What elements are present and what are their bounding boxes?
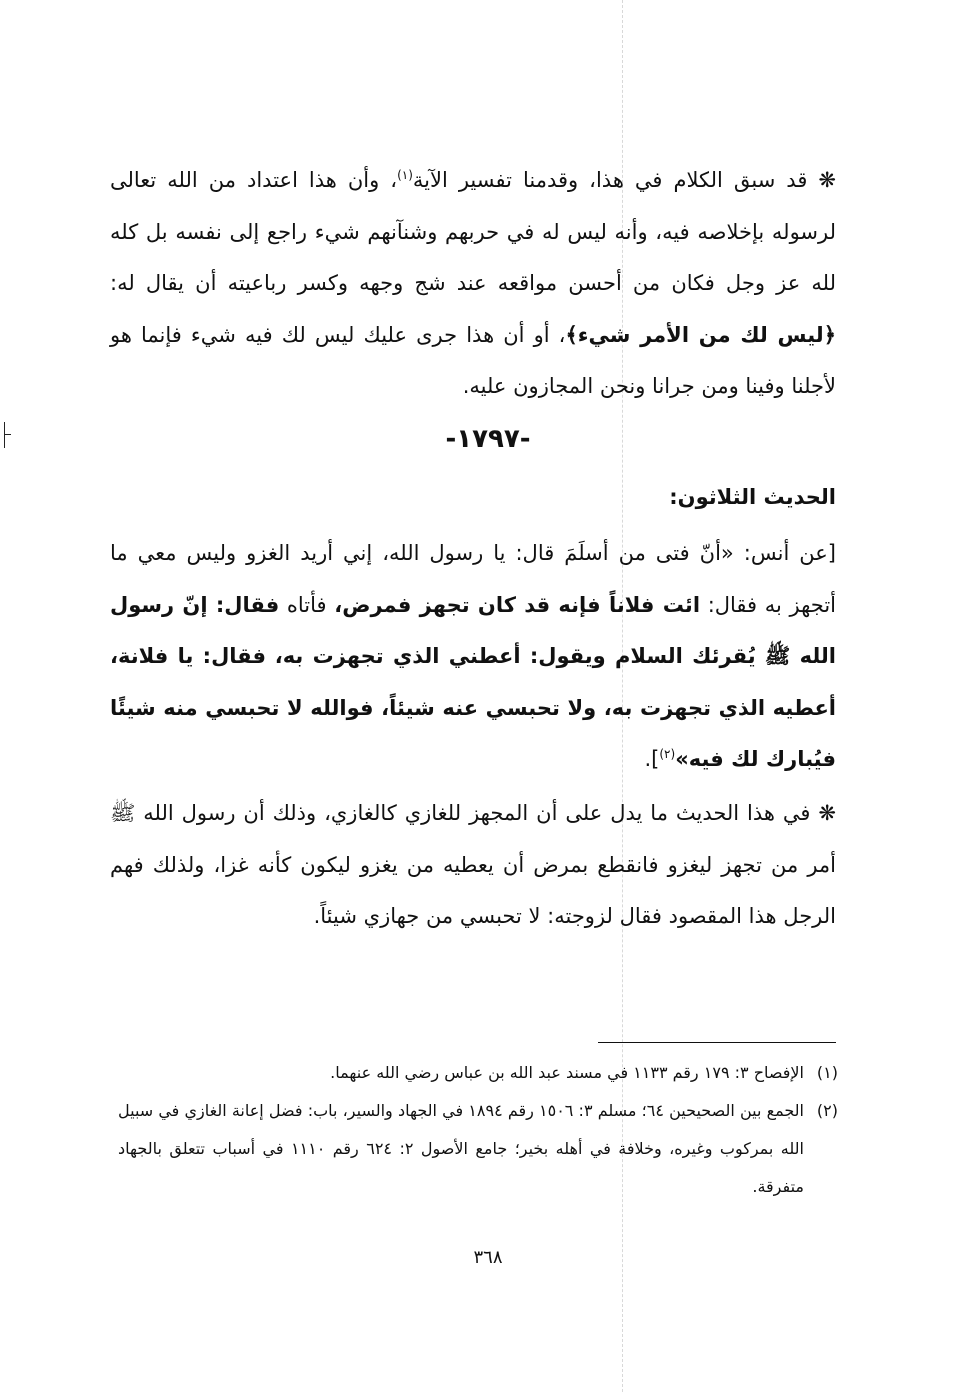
footnote-ref-1: (١) [397,168,413,182]
footnote-number: (٢) [816,1101,838,1120]
hadith-text: فأتاه [286,592,327,617]
commentary-paragraph-2 [110,788,836,943]
page-number: ٣٦٨ [473,1247,503,1268]
footnote-item [118,1054,838,1092]
quran-quote: ﴿ليس لك من الأمر شيء﴾ [565,322,836,347]
footnotes [118,1054,838,1206]
hadith-number: -١٧٩٧- [445,424,531,454]
commentary-text: ، وأن هذا اعتداد من الله تعالى لرسوله بإخلاصه فيه، وأنه ليس له في حربهم وشنآنهم شيء راجع إلى نفسه بل كله لله عز وجل فكان من أحسن مواقعه عند شج وجهه وكسر رباعيته أن يقال له: [110,168,836,295]
hadith-bold-text: ائت فلاناً فإنه قد كان تجهز فمرض، [334,592,701,617]
hadith-heading: الحديث الثلاثون: [669,485,836,509]
star-marker: ❋ [818,801,836,825]
footnote-text: الجمع بين الصحيحين ٦٤؛ مسلم ٣: ١٥٠٦ رقم ١٨٩٤ في الجهاد والسير، باب: فضل إعانة الغازي في سبيل الله بمركوب وغيره، وخلافة في أهله بخير؛ جامع الأصول ٢: ٦٢٤ رقم ١١١٠ في أسباب تتعلق بالجهاد متفرقة. [118,1101,804,1196]
footnote-number: (١) [816,1063,838,1082]
footnote-divider [598,1042,836,1043]
commentary-text: في هذا الحديث ما يدل على أن المجهز للغازي كالغازي، وذلك أن رسول الله ﷺ أمر من تجهز ليغزو فانقطع بمرض أن يعطيه من يغزو ليكون كأنه غزا، ولذلك فهم الرجل هذا المقصود فقال لزوجته: لا تحبسي من جهازي شيئاً. [110,801,836,928]
hadith-bold-text: فقال: يا فلانة، أعطيه الذي تجهزت به، ولا تحبسي عنه شيئاً، فوالله لا تحبسي منه شيئًا فيُبارك لك فيه» [110,644,836,771]
commentary-text: ، أو أن هذا جرى عليك ليس لك فيه شيء فإنما هو لأجلنا وفينا ومن جرانا ونحن المجازون عليه. [110,322,836,398]
commentary-text: قد سبق الكلام في هذا، وقدمنا تفسير الآية [412,168,808,192]
hadith-text: [عن أنس: «أنّ فتى من أسلَمَ قال: يا رسول الله، إني أريد الغزو وليس معي ما أتجهز به فقال: [110,541,837,617]
hadith-paragraph [110,528,836,786]
footnote-ref-2: (٢) [659,747,676,761]
footnote-item [118,1092,838,1206]
hadith-bold-text: فقال: إنّ رسول الله ﷺ يُقرئك السلام ويقول: أعطني الذي تجهزت به، [110,592,836,668]
star-marker: ❋ [818,168,837,192]
footnote-text: الإفصاح ٣: ١٧٩ رقم ١١٣٣ في مسند عبد الله بن عباس رضي الله عنهما. [330,1063,804,1082]
commentary-paragraph-1 [110,155,836,413]
hadith-text: ]. [644,747,660,771]
